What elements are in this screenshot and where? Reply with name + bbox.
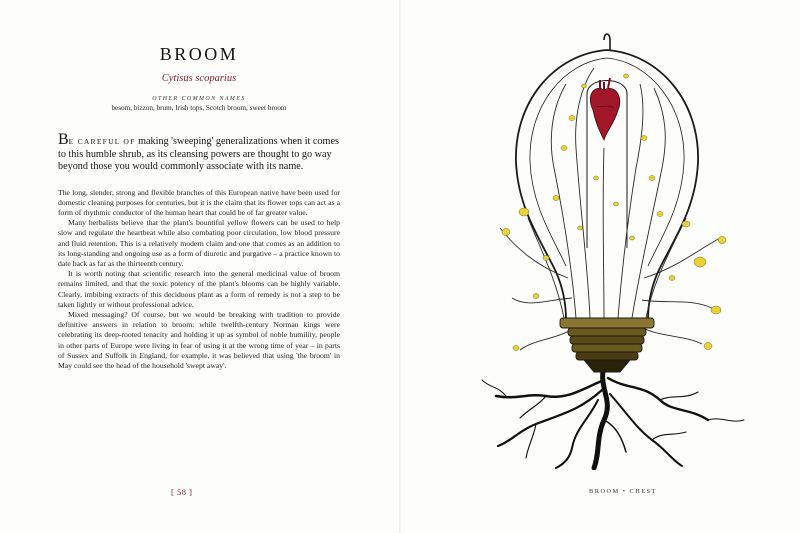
drop-cap: B [58, 131, 69, 148]
entry-title: BROOM [159, 44, 239, 64]
lightbulb-heart-illustration [476, 28, 754, 470]
body-paragraph: It is worth noting that scientific research into the general medicinal value of broom remains limited, and that the toxic potency of the plant's blooms can be highly variable. Clearly, imbibing extracts of this deciduous plant as a form of remedy is not a step to be taken lightly or without professional advice. [58, 269, 340, 309]
body-paragraph: Many herbalists believe that the plant's bountiful yellow flowers can be used to help slow and regulate the heartbeat while also combating poor circulation, low blood pressure and fluid retention. This is a relatively modern claim and one that comes as an addition to its long-standing and ongoing use as a form of diuretic and purgative – a practice known to date back as far as the thirteenth century. [58, 218, 340, 268]
anatomical-heart [590, 78, 619, 140]
page-gutter [399, 0, 401, 533]
latin-name: Cytisus scoparius [161, 73, 237, 84]
bulb-base [560, 318, 654, 372]
page-number: [ 58 ] [171, 487, 193, 497]
lead-text: making 'sweeping' generalizations when it comes to this humble shrub, as its cleansing powers are thought to go way beyond those you would commonly associate with its name. [58, 136, 339, 172]
body-paragraph: The long, slender, strong and flexible branches of this European native have been used for domestic cleaning purposes for centuries, but it is the claim that its flower tops can act as a form of rhythmic conductor of the human heart that could be of far greater value. [58, 187, 340, 217]
other-names-label: OTHER COMMON NAMES [152, 96, 246, 102]
body-paragraph: Mixed messaging? Of course, but we would be breaking with tradition to provide definitive answers in relation to broom: while twelfth-century Norman kings were celebrating its deep-rooted tenacity and holding it up as symbol of noble humility, people in other parts of Europe were living in fear of using it at the wrong time of year – in parts of Sussex and Suffolk in England, for example, it was believed that using 'the broom' in May could see the head of the household 'swept away'. [58, 309, 340, 370]
lead-smallcaps: E CAREFUL OF [68, 137, 136, 146]
running-head: BROOM • CHEST [589, 488, 657, 495]
lead-paragraph [58, 131, 340, 174]
other-names-list: besom, bizzon, brum, Irish tops, Scotch broom, sweet broom [111, 104, 287, 112]
left-page [58, 40, 340, 510]
body-text [58, 188, 340, 372]
roots-drawing [482, 366, 744, 468]
